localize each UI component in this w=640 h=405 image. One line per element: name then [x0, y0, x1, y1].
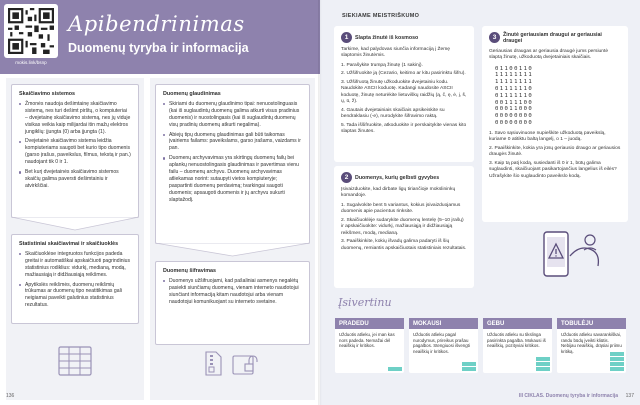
task-title: Duomenys, kurių gelbsti gyvybes [355, 174, 440, 181]
list-item: 1. Parašykite trumpą žinutę (1 sakinį). [341, 62, 423, 68]
box-encryption [155, 261, 310, 345]
task-title: Slapta žinutė iš kosmoso [355, 34, 419, 41]
padlock-icon [232, 352, 260, 376]
chevron-down-icon [11, 217, 139, 231]
list-item: 4. Gautais dvejetainiais skaičiais apsikeiskite su bendraklasiu (-e), nurodykite šifravimo raktą. [341, 107, 445, 120]
list-item: 2. Užšifruokite ją (Cezario, keitimo ar kitu pasirinktu šifru). [341, 71, 466, 77]
task-number-badge: 2 [341, 172, 352, 183]
rubric-label: MOKAUSI [409, 318, 478, 329]
phone-warning-illustration [540, 226, 606, 282]
list-item: 1. Savo sąsiuvinuose nupieškite užkoduotą paveikslą, kuriame 0 atitiktu baltą langelį, o 1 – juodą. [489, 130, 606, 143]
box-compression-title: Duomenų glaudinimas [163, 91, 221, 97]
summary-header [0, 0, 320, 74]
task-number-badge: 1 [341, 32, 352, 43]
task-intro: Įsivaizduokite, kad dirbate ligų tiriančioje mokslininkų komandoje. [341, 187, 456, 199]
rubric-text: Užduotis atlieku pagal nurodymus, prireikus prašau pagalbos. Stengiuosi išvengti neaiškių ir kritikos. [413, 332, 470, 354]
rubric-text: Užduotis atlieku su tikslinga pasirinkta pagalba. Mokausi iš neaiškių, pozityviai kritikos. [487, 332, 546, 349]
list-item: 1. Sugalvokite bent 5 variantus, kokius įsivaizduojamus duomenis apie pacientus rinksite. [341, 202, 461, 215]
qr-code-icon [8, 8, 54, 54]
binary-row: 01111110 [495, 86, 534, 93]
binary-row: 11111111 [495, 79, 534, 86]
rubric-label: PRADEDU [335, 318, 404, 329]
task-number-badge: 3 [489, 32, 500, 43]
spreadsheet-icon [58, 346, 92, 376]
task-intro: Tarkime, kad palydovas siunčia informaciją į Žemę slaptomis žinutėmis. [341, 47, 450, 59]
list-item: Duomenų archyvavimas yra skirtingų duomenų failų bei aplankų nenuostolingasis glaudinimas ir pavertimas vienu failu – duomenų archyvu. Duomenų archyvavimas atliekamas norint: sutaupyti vietos kompiuteryje; paspartinti duomenų perdavimą; tvarkingai saugoti duomenis; apsaugoti duomenis ir jų archyvu sukurti slaptažodį. [163, 155, 302, 203]
list-item: 3. Užšifruotą žinutę užkoduokite dvejetainiu kodu. Naudokite ASCII koduotę. Kadangi naudosite ASCII koduotę, žinutę neturėkite lietuviškų raidžių (ą, č, ę, ė, į, š, ų, ū, ž). [341, 80, 467, 105]
task-title: Žinutė geriausiam draugui ar geriausiai draugei [503, 32, 602, 45]
progress-steps-icon [388, 353, 402, 371]
binary-row: 00000000 [495, 113, 534, 120]
box-statistics [11, 234, 139, 324]
rubric-level-beginning [335, 318, 404, 373]
list-item: 3. Paaiškinkite, kokių išvadų galima padaryti iš šių duomenų, remiantis apskaičiuotais statistiniais rezultatais. [341, 239, 467, 251]
summary-column-right [150, 78, 315, 400]
page-title: Apibendrinimas [68, 12, 245, 36]
task-intro: Geriausias draugas ar geriausia draugė jums persiuntė slaptą žinutę, užkoduotą dvejetainiais skaičiais. [489, 48, 609, 61]
list-item: 2. Skaičiuoklėje sudarykite duomenų lentelę (5–10 įrašų) ir apskaičiuokite: vidurkį, mažiausiąją ir didžiausiąją reikšmes, modą, medianą. [341, 217, 464, 236]
list-item: Dvejetainė skaičiavimo sistema leidžia kompiuteriams saugoti bet kurio tipo duomenis (garso įrašus, paveikslus, filmus, tekstą ir pan.) naudojant tik 0 ir 1. [19, 138, 131, 166]
list-item: Apytikslės reikšmės, duomenų reikšmių trūkumas ar duomenų tipo neatitikimas gali neigiamai paveikti galutinius statistinius rezultatus. [19, 282, 131, 310]
list-item: Skaičiuoklėse integruotos funkcijos padeda greitai ir automatiškai apskaičiuoti pagrindinius statistinius rodiklius: vidurkį, medianą, modą, mažiausiąją ir didžiausiąją reikšmes. [19, 251, 131, 279]
task-life-saving-data [334, 166, 474, 288]
chevron-down-icon [155, 243, 310, 257]
task-message-to-friend [482, 26, 628, 222]
list-item: Abiejų tipų duomenų glaudinimas gali būti taikomas įvairiems failams: paveikslams, garso įrašams, vaizdams ir pan. [163, 132, 302, 153]
progress-steps-icon [462, 353, 476, 371]
list-item: Bet kurį dvejetainės skaičiavimo sistemos skaičių galima paversti dešimtainiu ir atvirkščiai. [19, 169, 131, 190]
task-secret-message [334, 26, 474, 162]
summary-column-left [6, 78, 144, 400]
box-statistics-title: Statistiniai skaičiavimai ir skaičiuoklės [19, 241, 119, 247]
assessment-title: Įsivertinu [338, 296, 392, 309]
rubric-text: Užduotis atlieku savarankiškai, randu būdų įveikti kliūtis. Nebijau neaiškių, drąsiai priimu kritiką. [561, 332, 622, 354]
binary-row: 01100110 [495, 65, 534, 72]
list-item: Žmonės naudoja dešimtainę skaičiavimo sistemą, nes turi dešimt pirštų, o kompiuteriai – dvejetainę skaičiavimo sistemą, nes jų viduje visikas veikia kaip milijardai itin mažų elektros jungiklių: įjungta (0) arba įjungta (1). [19, 101, 131, 136]
list-item: 2. Paaiškinkite, kokia yra jūsų geriausio draugo ar geriausios draugės žinutė. [489, 145, 621, 158]
binary-row: 11111111 [495, 72, 534, 79]
page-number-right: 137 [625, 393, 634, 399]
rubric-label: GEBU [483, 318, 552, 329]
rubric-level-learning [409, 318, 478, 373]
box-encryption-title: Duomenų šifravimas [163, 268, 217, 274]
rubric-level-capable [483, 318, 552, 373]
archive-icon [202, 351, 224, 377]
footer-chapter: III CIKLAS. Duomenų tyryba ir informacija [518, 393, 618, 399]
binary-row: 00000000 [495, 120, 534, 126]
list-item: Duomenys užšifruojami, kad pašaliniai asmenys negalėtų pasiekti siunčiamų duomenų, vienam interneto naudotojui siunčiant informaciją kitam naudotojui arba vienam naudotojui komunikuojant su interneto svetaine. [163, 278, 302, 306]
box-number-systems [11, 84, 139, 218]
rubric-text: Užduotis atlieku, jei man kas nors padeda. Nemažai dėl neaiškių ir kritikos. [339, 332, 395, 349]
binary-row: 01111110 [495, 92, 534, 99]
binary-code-block [495, 66, 621, 127]
binary-row: 00111100 [495, 99, 534, 106]
box-compression [155, 84, 310, 244]
page-subtitle: Duomenų tyryba ir informacija [68, 41, 249, 55]
box-number-systems-title: Skaičiavimo sistemos [19, 91, 76, 97]
section-title: SIEKIAME MEISTRIŠKUMO [342, 13, 420, 19]
qr-caption: mokis.link/bsnp [15, 60, 47, 65]
list-item: 3. Kaip tą patį kodą, susiedanti iš 0 ir 1, būtų galima suglaudinti, skaičiuojant pasikartojančius langelius iš eilės? Užrašykite šio suglaudinto paveikslo kodą. [489, 160, 617, 179]
progress-steps-icon [536, 353, 550, 371]
binary-row: 00011000 [495, 106, 534, 113]
rubric-level-improving [557, 318, 626, 373]
page-number-left: 136 [6, 393, 15, 399]
progress-steps-icon [610, 349, 624, 371]
book-spine [318, 0, 322, 405]
qr-code[interactable] [4, 4, 58, 58]
rubric-label: TOBULĖJU [557, 318, 626, 329]
list-item: 5. Tada iššifruokite, atkoduokite ir perskaitykite vienas kito slaptas žinutes. [341, 122, 467, 135]
list-item: Skiriami du duomenų glaudinimo tipai: nenuostolinguasis (kai iš suglaudintų duomenų galima atkurti visus pradinius duomenis) ir nuostolingasis (kai iš suglaudintų duomenų visų pradinių duomenų atkurti negalima). [163, 101, 302, 129]
